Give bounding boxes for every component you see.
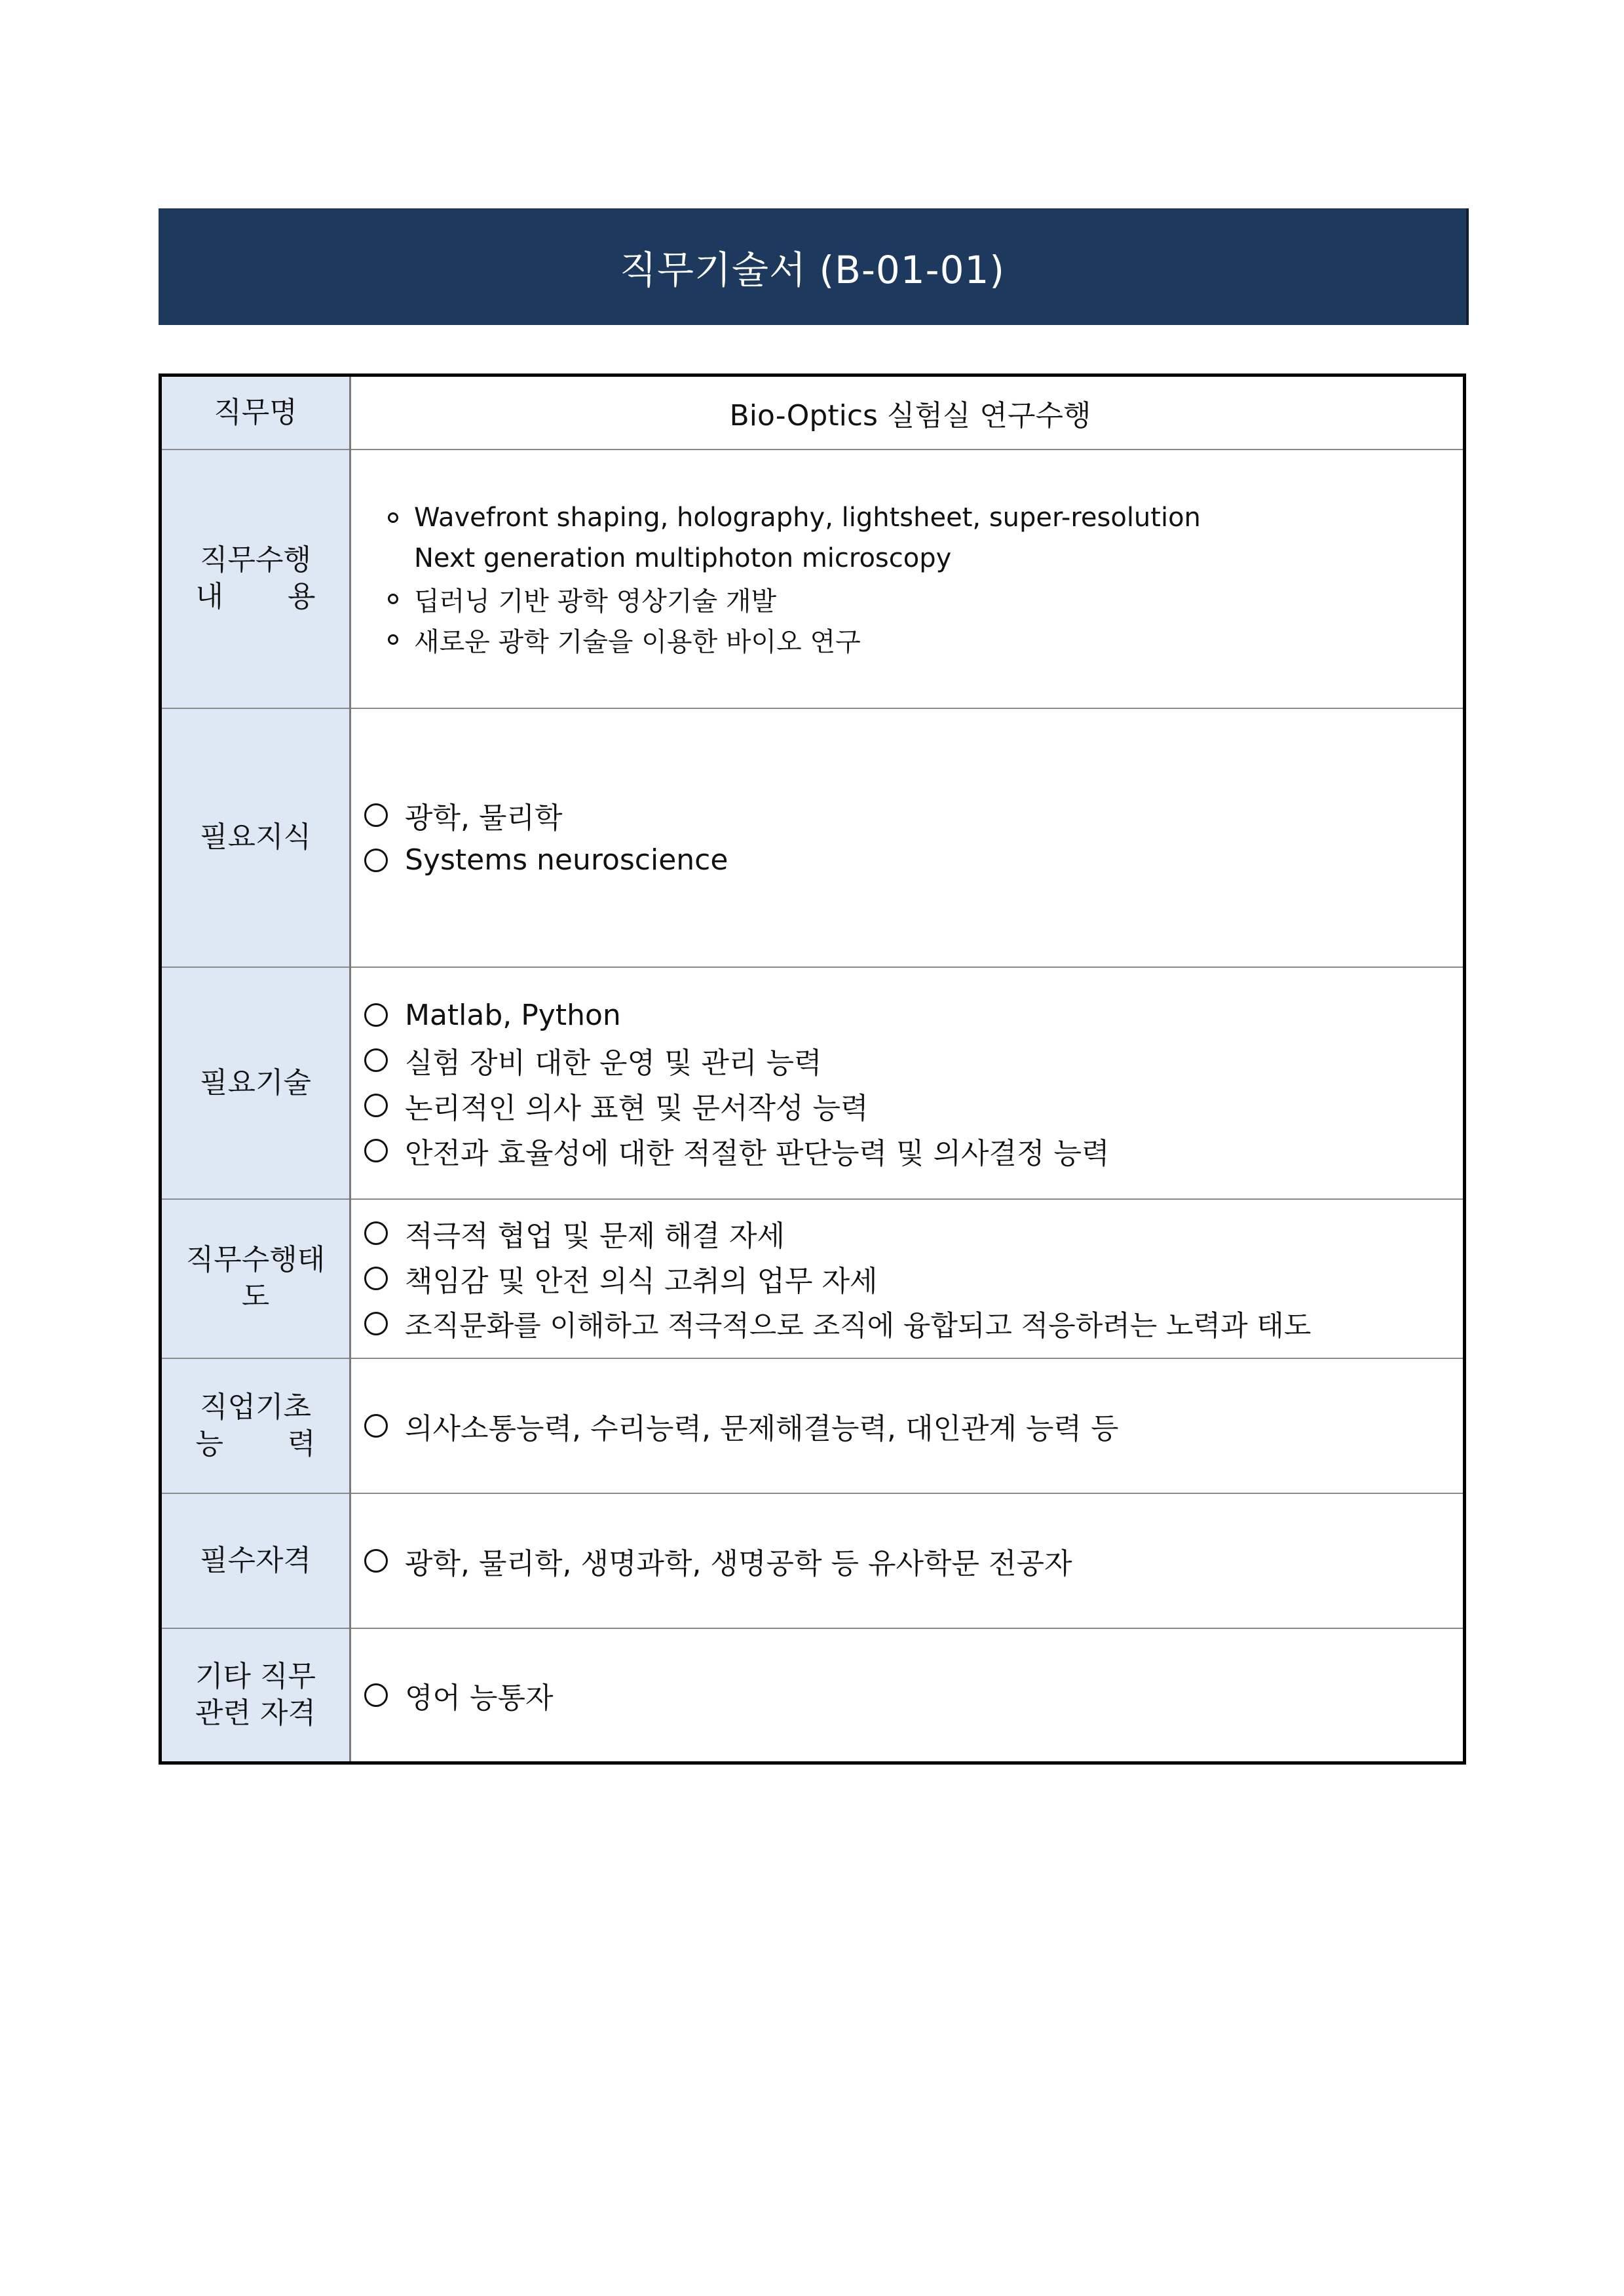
- circle-bullet-icon: [364, 803, 388, 827]
- row-knowledge: [161, 708, 1465, 967]
- list-item: 딥러닝 기반 광학 영상기술 개발: [364, 579, 1456, 619]
- label-attitude-line2: 도: [241, 1280, 270, 1313]
- label-attitude-line1: 직무수행태: [185, 1243, 326, 1276]
- list-item: 책임감 및 안전 의식 고취의 업무 자세: [364, 1256, 1456, 1301]
- duties-content: [350, 450, 1465, 708]
- list-item: Next generation multiphoton microscopy: [414, 543, 952, 573]
- label-other: [161, 1628, 350, 1763]
- list-item: Matlab, Python: [364, 993, 1456, 1038]
- label-other-line2: 관련 자격: [195, 1696, 316, 1730]
- bullet-icon: [388, 512, 398, 523]
- label-attitude: [161, 1199, 350, 1358]
- label-other-line1: 기타 직무: [195, 1659, 316, 1693]
- circle-bullet-icon: [364, 1048, 388, 1072]
- row-skills: [161, 967, 1465, 1199]
- bullet-icon: [388, 594, 398, 604]
- label-knowledge: 필요지식: [161, 708, 350, 967]
- circle-bullet-icon: [364, 1139, 388, 1162]
- list-item: 광학, 물리학: [364, 792, 1456, 837]
- document-title-bar: [159, 208, 1466, 325]
- label-duties-line1: 직무수행: [199, 543, 311, 577]
- skills-content: [350, 967, 1465, 1199]
- job-name-value: Bio-Optics 실험실 연구수행: [350, 375, 1465, 450]
- label-job-name: 직무명: [161, 375, 350, 450]
- list-item: Systems neuroscience: [364, 837, 1456, 883]
- list-item: 조직문화를 이해하고 적극적으로 조직에 융합되고 적응하려는 노력과 태도: [364, 1301, 1456, 1347]
- circle-bullet-icon: [364, 1683, 388, 1707]
- label-duties: [161, 450, 350, 708]
- label-skills: 필요기술: [161, 967, 350, 1199]
- list-item: 적극적 협업 및 문제 해결 자세: [364, 1211, 1456, 1256]
- row-other: [161, 1628, 1465, 1763]
- list-item: 논리적인 의사 표현 및 문서작성 능력: [364, 1083, 1456, 1128]
- circle-bullet-icon: [364, 1414, 388, 1438]
- label-basic-ability-line1: 직업기초: [199, 1390, 311, 1424]
- circle-bullet-icon: [364, 1549, 388, 1573]
- label-qualification: 필수자격: [161, 1493, 350, 1628]
- list-item: 영어 능통자: [364, 1672, 1456, 1717]
- document-title: 직무기술서 (B-01-01): [619, 248, 1006, 292]
- list-item: 실험 장비 대한 운영 및 관리 능력: [364, 1038, 1456, 1083]
- knowledge-content: [350, 708, 1465, 967]
- label-basic-ability-line2: 능 력: [195, 1426, 316, 1461]
- list-item: 새로운 광학 기술을 이용한 바이오 연구: [364, 619, 1456, 660]
- list-item: 의사소통능력, 수리능력, 문제해결능력, 대인관계 능력 등: [364, 1403, 1456, 1448]
- circle-bullet-icon: [364, 1267, 388, 1290]
- list-item: 안전과 효율성에 대한 적절한 판단능력 및 의사결정 능력: [364, 1128, 1456, 1174]
- row-attitude: [161, 1199, 1465, 1358]
- row-basic-ability: [161, 1358, 1465, 1493]
- row-qualification: [161, 1493, 1465, 1628]
- label-basic-ability: [161, 1358, 350, 1493]
- circle-bullet-icon: [364, 1003, 388, 1027]
- list-item: 광학, 물리학, 생명과학, 생명공학 등 유사학문 전공자: [364, 1538, 1456, 1583]
- circle-bullet-icon: [364, 849, 388, 872]
- circle-bullet-icon: [364, 1221, 388, 1245]
- qualification-content: [350, 1493, 1465, 1628]
- other-content: [350, 1628, 1465, 1763]
- bullet-icon: [388, 634, 398, 645]
- circle-bullet-icon: [364, 1312, 388, 1335]
- job-description-table: [159, 373, 1466, 1765]
- row-job-name: [161, 375, 1465, 450]
- row-duties: [161, 450, 1465, 708]
- attitude-content: [350, 1199, 1465, 1358]
- basic-ability-content: [350, 1358, 1465, 1493]
- list-item: Wavefront shaping, holography, lightsheet, super-resolution: [364, 497, 1456, 538]
- circle-bullet-icon: [364, 1094, 388, 1117]
- label-duties-line2: 내 용: [195, 580, 316, 613]
